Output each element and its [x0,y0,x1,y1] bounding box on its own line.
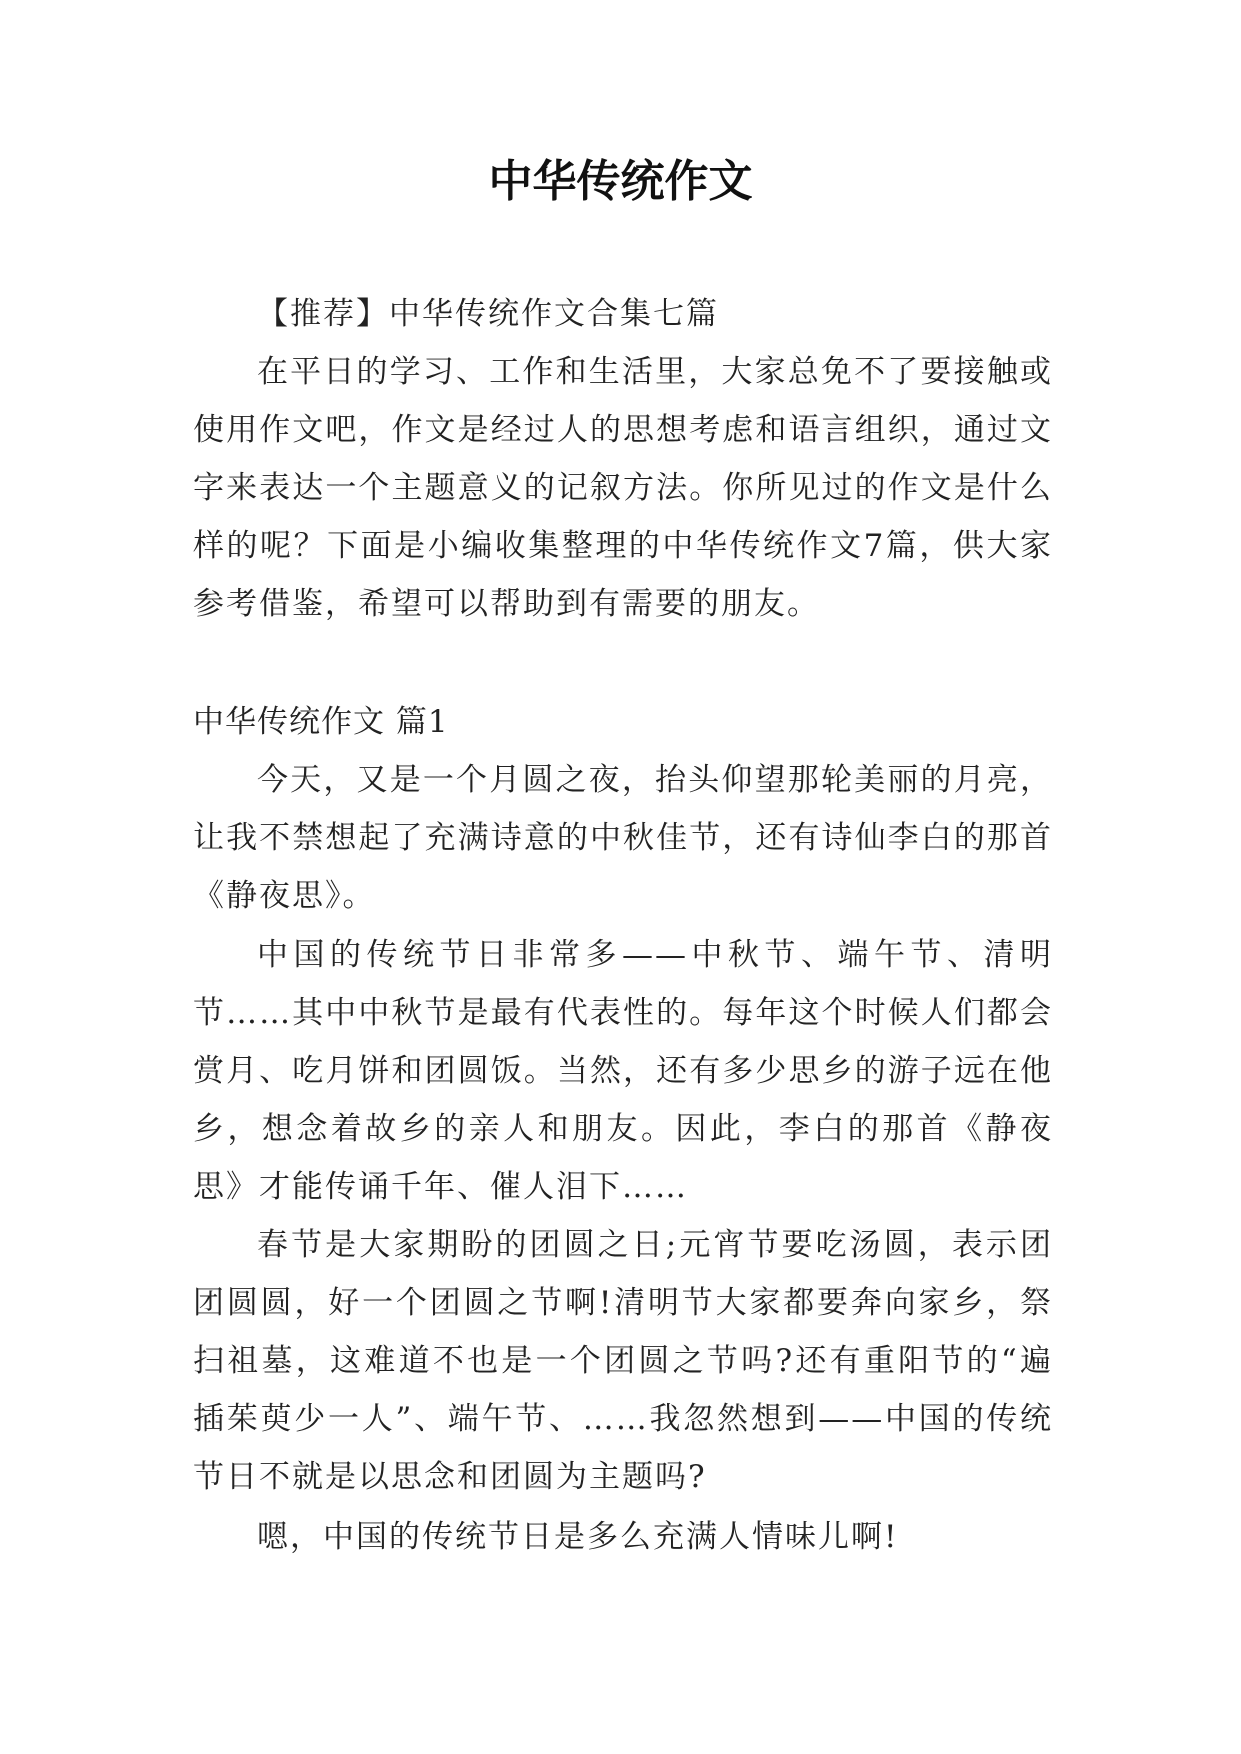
section-heading: 中华传统作文 篇1 [193,704,449,740]
body-paragraph-2: 中国的传统节日非常多——中秋节、端午节、清明节……其中中秋节是最有代表性的。每年这个时候人们都会赏月、吃月饼和团圆饭。当然，还有多少思乡的游子远在他乡，想念着故乡的亲人和朋友。因此，李白的那首《静夜思》才能传诵千年、催人泪下…… [193,937,1053,1205]
document-title: 中华传统作文 [488,156,753,207]
intro-paragraph: 在平日的学习、工作和生活里，大家总免不了要接触或使用作文吧，作文是经过人的思想考虑和语言组织，通过文字来表达一个主题意义的记叙方法。你所见过的作文是什么样的呢？下面是小编收集整理的中华传统作文7篇，供大家参考借鉴，希望可以帮助到有需要的朋友。 [193,354,1053,622]
body-paragraph-1: 今天，又是一个月圆之夜，抬头仰望那轮美丽的月亮，让我不禁想起了充满诗意的中秋佳节，还有诗仙李白的那首《静夜思》。 [193,762,1053,914]
body-paragraph-4: 嗯，中国的传统节日是多么充满人情味儿啊! [257,1519,899,1555]
recommend-line: 【推荐】中华传统作文合集七篇 [257,296,719,332]
body-paragraph-3: 春节是大家期盼的团圆之日;元宵节要吃汤圆，表示团团圆圆，好一个团圆之节啊!清明节大家都要奔向家乡，祭扫祖墓，这难道不也是一个团圆之节吗?还有重阳节的“遍插茱萸少一人”、端午节、……我忽然想到——中国的传统节日不就是以思念和团圆为主题吗? [193,1227,1053,1495]
